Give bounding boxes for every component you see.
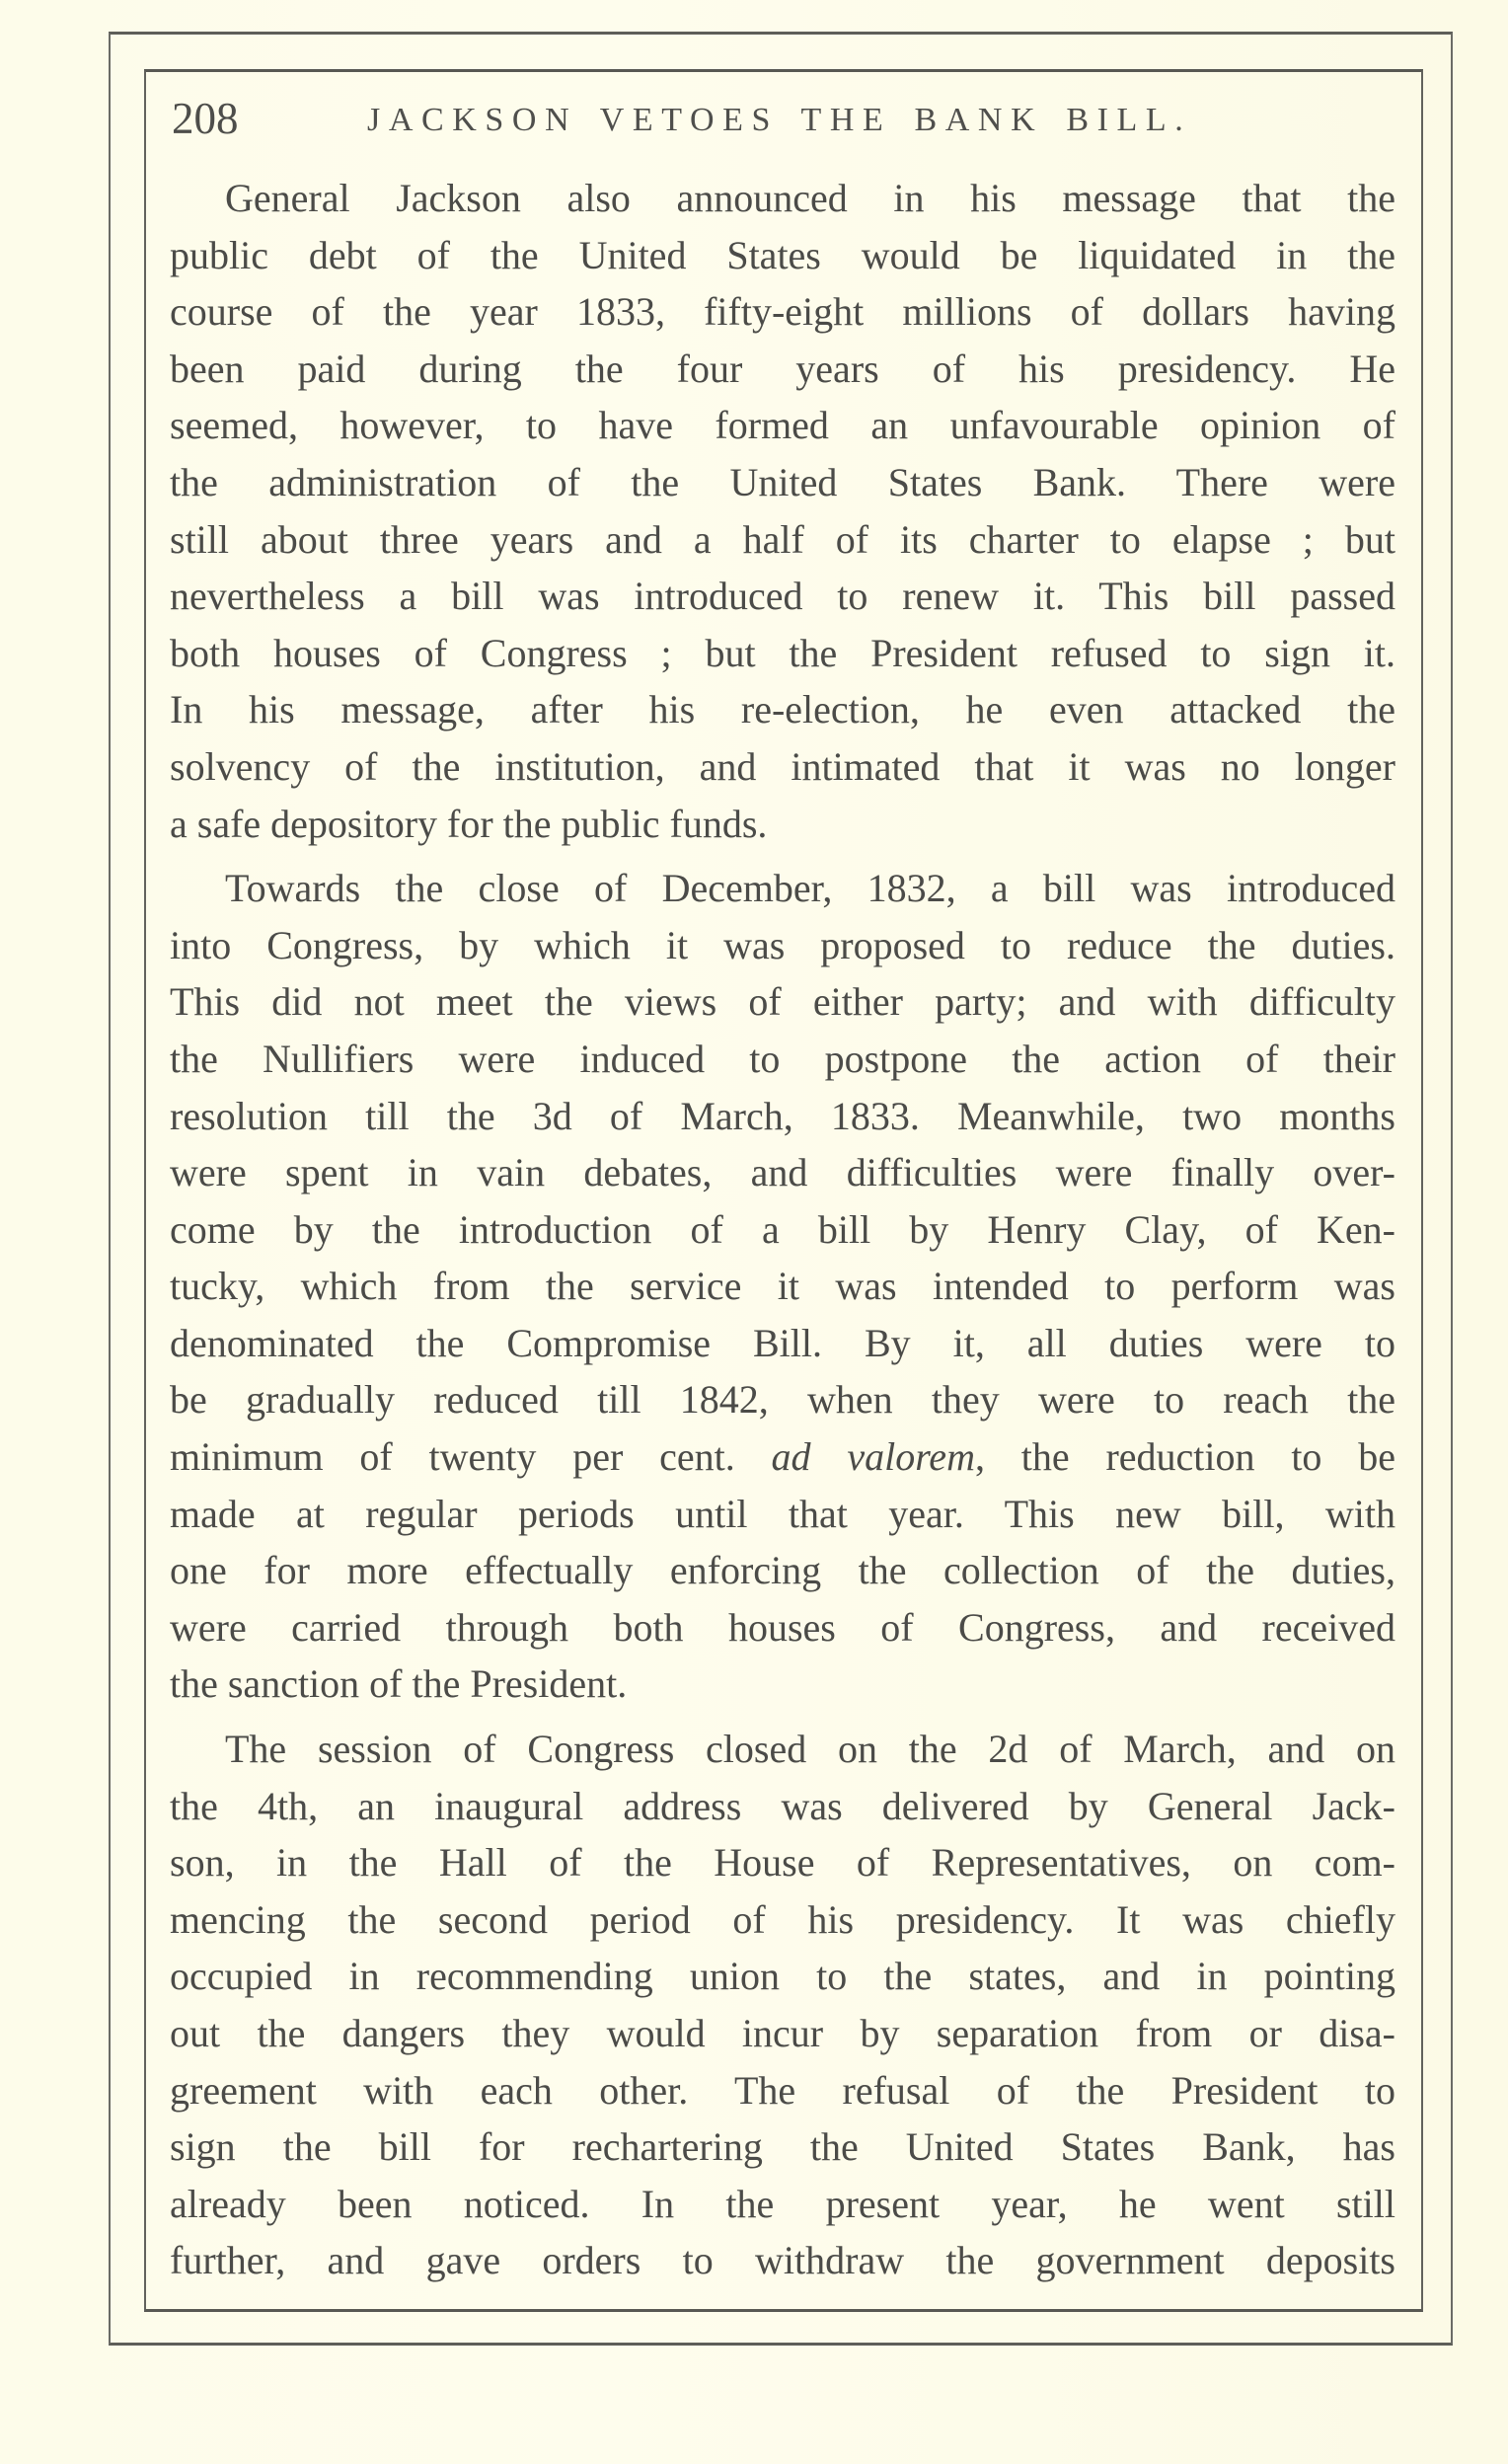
- text-line: be gradually reduced till 1842, when they were to reach the: [170, 1377, 1395, 1423]
- paragraph-1: [170, 170, 1395, 852]
- italic-phrase: ad valorem: [771, 1434, 975, 1480]
- text-line: son, in the Hall of the House of Representatives, on com-: [170, 1840, 1395, 1886]
- text-line: public debt of the United States would be liquidated in the: [170, 232, 1395, 277]
- running-title: JACKSON VETOES THE BANK BILL.: [367, 102, 1192, 138]
- text-line: still about three years and a half of its charter to elapse ; but: [170, 516, 1395, 562]
- text-line: resolution till the 3d of March, 1833. Meanwhile, two months: [170, 1093, 1395, 1138]
- text-line: made at regular periods until that year. This new bill, with: [170, 1491, 1395, 1536]
- running-head: [170, 95, 1395, 142]
- text-line: the administration of the United States Bank. There were: [170, 459, 1395, 504]
- text-line: one for more effectually enforcing the collection of the duties,: [170, 1548, 1395, 1593]
- text-line: been paid during the four years of his presidency. He: [170, 346, 1395, 391]
- text-line: come by the introduction of a bill by Henry Clay, of Ken-: [170, 1206, 1395, 1252]
- text-line: The session of Congress closed on the 2d of March, and on: [225, 1727, 1395, 1772]
- text-line: course of the year 1833, fifty-eight millions of dollars having: [170, 289, 1395, 335]
- paragraph-2: [170, 860, 1395, 1713]
- text-line: seemed, however, to have formed an unfavourable opinion of: [170, 403, 1395, 448]
- text-line: tucky, which from the service it was intended to perform was: [170, 1264, 1395, 1309]
- text-line: into Congress, by which it was proposed to reduce the duties.: [170, 922, 1395, 967]
- text-line: were spent in vain debates, and difficulties were finally over-: [170, 1150, 1395, 1195]
- text-line: nevertheless a bill was introduced to renew it. This bill passed: [170, 574, 1395, 619]
- text-line: occupied in recommending union to the states, and in pointing: [170, 1954, 1395, 1999]
- text-line: further, and gave orders to withdraw the government deposits: [170, 2238, 1395, 2283]
- text-line: denominated the Compromise Bill. By it, all duties were to: [170, 1320, 1395, 1365]
- text-line: greement with each other. The refusal of the President to: [170, 2067, 1395, 2113]
- text-line: the 4th, an inaugural address was delivered by General Jack-: [170, 1783, 1395, 1828]
- paragraph-3: [170, 1721, 1395, 2289]
- text-line: Towards the close of December, 1832, a bill was introduced: [225, 866, 1395, 911]
- text-line: mencing the second period of his presidency. It was chiefly: [170, 1896, 1395, 1942]
- page-number: 208: [172, 94, 239, 143]
- text-line: out the dangers they would incur by separation from or disa-: [170, 2011, 1395, 2055]
- text-segment: , the reduction to be: [974, 1434, 1396, 1480]
- text-line: a safe depository for the public funds.: [170, 801, 768, 846]
- text-line: sign the bill for rechartering the United States Bank, has: [170, 2124, 1395, 2170]
- text-line: [170, 1428, 1395, 1486]
- text-line: General Jackson also announced in his message that the: [225, 176, 1395, 220]
- text-line: were carried through both houses of Congress, and received: [170, 1604, 1395, 1650]
- text-line: the sanction of the President.: [170, 1661, 628, 1707]
- text-line: solvency of the institution, and intimated that it was no longer: [170, 743, 1395, 789]
- text-line: already been noticed. In the present year, he went still: [170, 2181, 1395, 2226]
- text-segment: minimum of twenty per cent.: [170, 1434, 735, 1480]
- body-text: [170, 170, 1395, 2297]
- text-line: the Nullifiers were induced to postpone the action of their: [170, 1036, 1395, 1081]
- text-line: In his message, after his re-election, he even attacked the: [170, 687, 1395, 732]
- text-line: both houses of Congress ; but the President refused to sign it.: [170, 630, 1395, 675]
- text-line: This did not meet the views of either party; and with difficulty: [170, 979, 1395, 1025]
